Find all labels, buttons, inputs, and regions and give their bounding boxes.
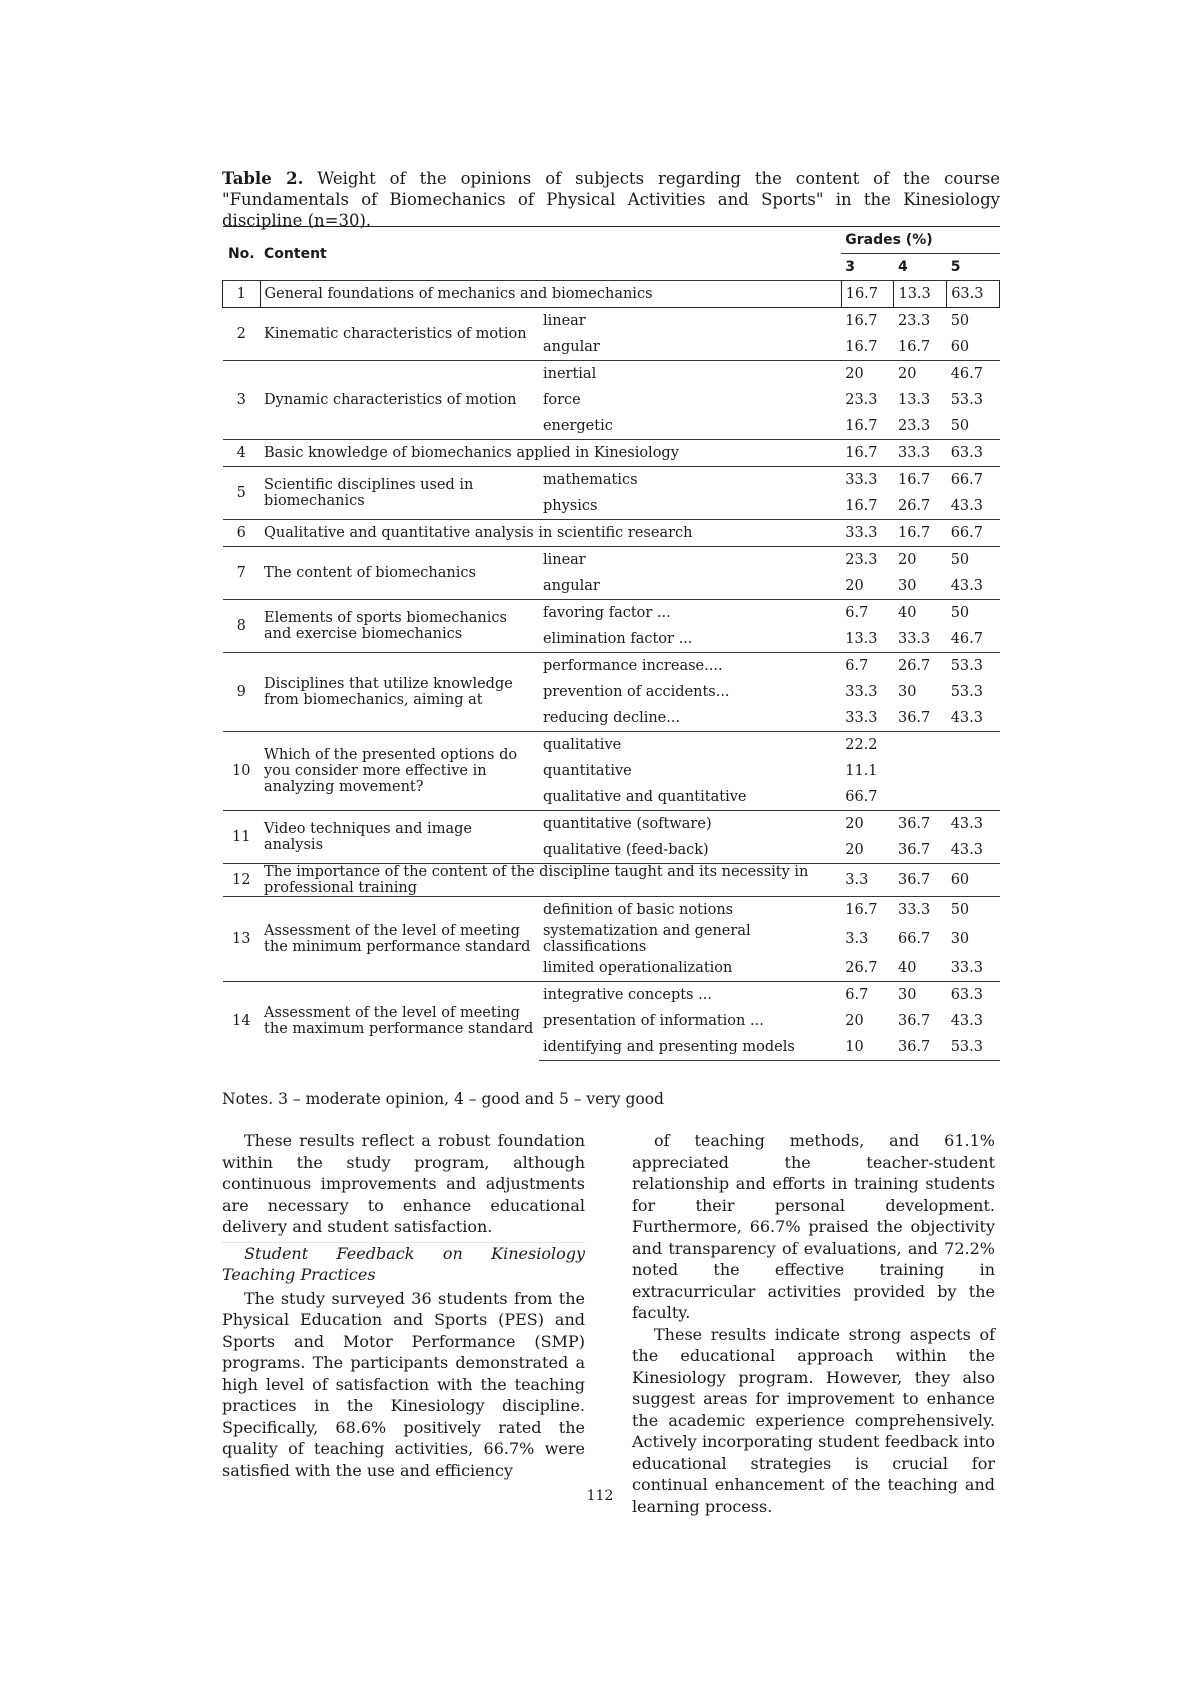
grade-5-value	[947, 758, 1000, 784]
grade-3-value: 26.7	[845, 960, 878, 976]
row-subitem: qualitative	[539, 732, 841, 759]
grade-3-value: 3.3	[845, 931, 869, 947]
grade-4-value: 13.3	[897, 392, 931, 408]
grade-4-value: 26.7	[894, 653, 947, 680]
table-row	[223, 520, 1000, 547]
table-caption-text: Weight of the opinions of subjects regarding the content of the course "Fundamentals of Biomechanics of Physical Activities and Sports" in the Kinesiology discipline (n=30).	[222, 169, 1000, 230]
row-number: 11	[223, 811, 261, 864]
grade-5-value	[947, 732, 1000, 759]
header-no: No.	[223, 227, 261, 281]
table-row	[223, 653, 1000, 680]
grade-3-value: 33.3	[845, 684, 878, 700]
grade-5-value: 66.7	[947, 467, 1000, 494]
grade-5-value: 50	[947, 547, 1000, 574]
grade-4-value: 36.7	[894, 1034, 947, 1061]
row-subitem: qualitative and quantitative	[542, 789, 747, 805]
grade-3-value: 23.3	[845, 392, 878, 408]
row-subitem: favoring factor ...	[539, 600, 841, 627]
grade-4-value: 23.3	[897, 418, 931, 434]
grade-5-value: 43.3	[950, 710, 983, 726]
grade-4-value: 33.3	[894, 440, 947, 467]
row-subitem: reducing decline...	[542, 710, 681, 726]
grade-5-value: 53.3	[950, 684, 983, 700]
grade-3-value: 20	[845, 842, 864, 858]
row-number: 12	[223, 864, 261, 897]
row-content: Dynamic characteristics of motion	[260, 361, 539, 440]
table-row	[223, 982, 1000, 1009]
body-column-left	[222, 1130, 585, 1481]
header-grade-5: 5	[950, 259, 961, 275]
table-row	[223, 308, 1000, 335]
grade-5-value	[947, 784, 1000, 811]
grade-4-value: 30	[897, 578, 917, 594]
header-grade-3: 3	[845, 259, 855, 275]
row-number: 5	[223, 467, 261, 520]
row-number: 3	[223, 361, 261, 440]
paragraph: These results reflect a robust foundation within the study program, although continuous improvements and adjustments are necessary to enhance educational delivery and student satisfaction.	[222, 1131, 585, 1236]
grade-5-value: 46.7	[950, 631, 983, 647]
grade-3-value: 16.7	[845, 418, 878, 434]
row-number: 2	[223, 308, 261, 361]
table-row	[223, 600, 1000, 627]
row-subitem: limited operationalization	[542, 960, 733, 976]
grade-5-value: 53.3	[947, 653, 1000, 680]
table-header-row-1	[223, 227, 1000, 254]
grade-4-value: 26.7	[897, 498, 931, 514]
grade-4-value: 16.7	[897, 339, 931, 355]
grade-3-value: 10	[841, 1034, 894, 1061]
table-notes: Notes. 3 – moderate opinion, 4 – good and 5 – very good	[222, 1090, 664, 1108]
grade-4-value	[894, 784, 947, 811]
grade-3-value: 3.3	[841, 864, 894, 897]
section-heading: Student Feedback on Kinesiology Teaching Practices	[222, 1243, 585, 1284]
grade-3-value: 33.3	[841, 467, 894, 494]
grade-5-value: 43.3	[950, 498, 983, 514]
grade-3-value: 23.3	[841, 547, 894, 574]
row-content: The content of biomechanics	[260, 547, 539, 600]
grade-3-value: 16.7	[841, 281, 894, 308]
table-row	[223, 361, 1000, 388]
grade-5-value: 63.3	[947, 982, 1000, 1009]
table-caption	[222, 168, 1000, 231]
row-number: 4	[223, 440, 261, 467]
grade-5-value: 66.7	[947, 520, 1000, 547]
row-subitem: performance increase....	[539, 653, 841, 680]
grade-4-value: 36.7	[897, 1013, 931, 1029]
grade-4-value: 13.3	[894, 281, 947, 308]
paragraph: The study surveyed 36 students from the Physical Education and Sports (PES) and Sports and Motor Performance (SMP) programs. The participants demonstrated a high level of satisfaction with the teaching practices in the Kinesiology discipline. Specifically, 68.6% positively rated the quality of teaching activities, 66.7% were satisfied with the use and efficiency	[222, 1288, 585, 1480]
grade-4-value: 36.7	[897, 842, 931, 858]
grade-3-value: 6.7	[841, 600, 894, 627]
table-row	[223, 811, 1000, 838]
row-subitem: physics	[542, 498, 598, 514]
grade-5-value: 43.3	[947, 811, 1000, 838]
grade-5-value: 53.3	[950, 392, 983, 408]
grade-3-value: 20	[845, 578, 864, 594]
grade-4-value: 16.7	[894, 467, 947, 494]
grade-5-value: 46.7	[947, 361, 1000, 388]
row-content: General foundations of mechanics and biomechanics	[260, 281, 841, 308]
table-row	[223, 732, 1000, 759]
grade-5-value: 53.3	[947, 1034, 1000, 1061]
row-content: Kinematic characteristics of motion	[260, 308, 539, 361]
grade-4-value: 36.7	[894, 811, 947, 838]
header-grades: Grades (%)	[841, 227, 999, 254]
row-number: 14	[223, 982, 261, 1061]
grade-3-value: 6.7	[841, 982, 894, 1009]
grade-5-value: 50	[947, 600, 1000, 627]
grade-4-value: 20	[894, 547, 947, 574]
grade-3-value: 20	[841, 811, 894, 838]
grade-4-value	[894, 758, 947, 784]
grades-table	[222, 226, 1000, 1061]
grade-3-value: 13.3	[845, 631, 878, 647]
grade-5-value: 63.3	[947, 440, 1000, 467]
table-row	[223, 547, 1000, 574]
row-subitem: linear	[539, 547, 841, 574]
row-number: 9	[223, 653, 261, 732]
grade-4-value: 36.7	[897, 710, 931, 726]
table-row	[223, 467, 1000, 494]
grade-5-value: 43.3	[950, 578, 983, 594]
grade-4-value: 66.7	[897, 931, 931, 947]
grade-5-value: 63.3	[947, 281, 1000, 308]
grade-4-value: 16.7	[894, 520, 947, 547]
grade-4-value: 33.3	[894, 897, 947, 924]
row-number: 8	[223, 600, 261, 653]
grade-3-value: 20	[845, 1013, 864, 1029]
grade-3-value: 33.3	[841, 520, 894, 547]
body-column-right	[632, 1130, 995, 1517]
row-subitem: energetic	[542, 418, 613, 434]
page-number: 112	[586, 1488, 614, 1504]
header-grade-4: 4	[897, 259, 908, 275]
grade-3-value: 20	[841, 361, 894, 388]
row-subitem: inertial	[539, 361, 841, 388]
row-subitem: linear	[539, 308, 841, 335]
row-subitem: presentation of information ...	[542, 1013, 764, 1029]
row-number: 1	[223, 281, 261, 308]
grade-3-value: 16.7	[841, 308, 894, 335]
row-number: 10	[223, 732, 261, 811]
paragraph: of teaching methods, and 61.1% appreciated the teacher-student relationship and efforts in training students for their personal development. Furthermore, 66.7% praised the objectivity and transparency of evaluations, and 72.2% noted the effective training in extracurricular activities provided by the faculty.	[632, 1131, 995, 1322]
row-subitem: systematization and general classifications	[542, 923, 751, 955]
table-label: Table 2.	[222, 169, 304, 188]
row-subitem: angular	[542, 339, 600, 355]
grade-5-value: 60	[947, 864, 1000, 897]
row-content: Disciplines that utilize knowledge from biomechanics, aiming at	[260, 653, 539, 732]
grade-3-value: 16.7	[845, 339, 878, 355]
row-content: Video techniques and image analysis	[260, 811, 539, 864]
grade-5-value: 43.3	[950, 1013, 983, 1029]
grade-5-value: 50	[947, 897, 1000, 924]
grade-4-value: 33.3	[897, 631, 931, 647]
header-content: Content	[260, 227, 841, 281]
table-row	[223, 440, 1000, 467]
row-subitem: angular	[542, 578, 600, 594]
row-content: Basic knowledge of biomechanics applied in Kinesiology	[260, 440, 841, 467]
row-subitem: mathematics	[539, 467, 841, 494]
row-subitem: elimination factor ...	[542, 631, 693, 647]
grade-5-value: 33.3	[950, 960, 983, 976]
grade-4-value: 30	[894, 982, 947, 1009]
grade-5-value: 43.3	[950, 842, 983, 858]
row-subitem: integrative concepts ...	[539, 982, 841, 1009]
row-subitem: quantitative (software)	[539, 811, 841, 838]
grade-4-value: 40	[897, 960, 917, 976]
paragraph: These results indicate strong aspects of the educational approach within the Kinesiology program. However, they also suggest areas for improvement to enhance the academic experience comprehensively. Actively incorporating student feedback into educational strategies is crucial for continual enhancement of the teaching and learning process.	[632, 1324, 995, 1516]
table-row	[223, 281, 1000, 308]
row-content: Which of the presented options do you consider more effective in analyzing movement?	[260, 732, 539, 811]
row-subitem: prevention of accidents...	[542, 684, 730, 700]
table-row	[223, 864, 1000, 897]
row-content: Assessment of the level of meeting the minimum performance standard	[260, 897, 539, 982]
row-number: 6	[223, 520, 261, 547]
row-content: Qualitative and quantitative analysis in scientific research	[260, 520, 841, 547]
grade-5-value: 50	[947, 308, 1000, 335]
row-subitem: identifying and presenting models	[539, 1034, 841, 1061]
row-subitem: definition of basic notions	[539, 897, 841, 924]
grade-5-value: 30	[950, 931, 970, 947]
grade-4-value	[894, 732, 947, 759]
grade-3-value: 22.2	[841, 732, 894, 759]
grade-3-value: 16.7	[841, 897, 894, 924]
row-subitem: qualitative (feed-back)	[542, 842, 709, 858]
grade-5-value: 60	[950, 339, 970, 355]
row-content: Elements of sports biomechanics and exercise biomechanics	[260, 600, 539, 653]
row-subitem: force	[542, 392, 581, 408]
row-content: The importance of the content of the discipline taught and its necessity in professional training	[260, 864, 841, 897]
row-subitem: quantitative	[542, 763, 632, 779]
row-content: Assessment of the level of meeting the maximum performance standard	[260, 982, 539, 1061]
grade-3-value: 16.7	[845, 498, 878, 514]
grade-4-value: 40	[894, 600, 947, 627]
grade-3-value: 11.1	[845, 763, 878, 779]
table-row	[223, 897, 1000, 924]
grade-4-value: 20	[894, 361, 947, 388]
grade-4-value: 36.7	[894, 864, 947, 897]
grade-3-value: 33.3	[845, 710, 878, 726]
grade-4-value: 30	[897, 684, 917, 700]
row-number: 13	[223, 897, 261, 982]
grade-4-value: 23.3	[894, 308, 947, 335]
grade-5-value: 50	[950, 418, 970, 434]
row-content: Scientific disciplines used in biomechanics	[260, 467, 539, 520]
row-number: 7	[223, 547, 261, 600]
grade-3-value: 66.7	[845, 789, 878, 805]
grade-3-value: 16.7	[841, 440, 894, 467]
grade-3-value: 6.7	[841, 653, 894, 680]
